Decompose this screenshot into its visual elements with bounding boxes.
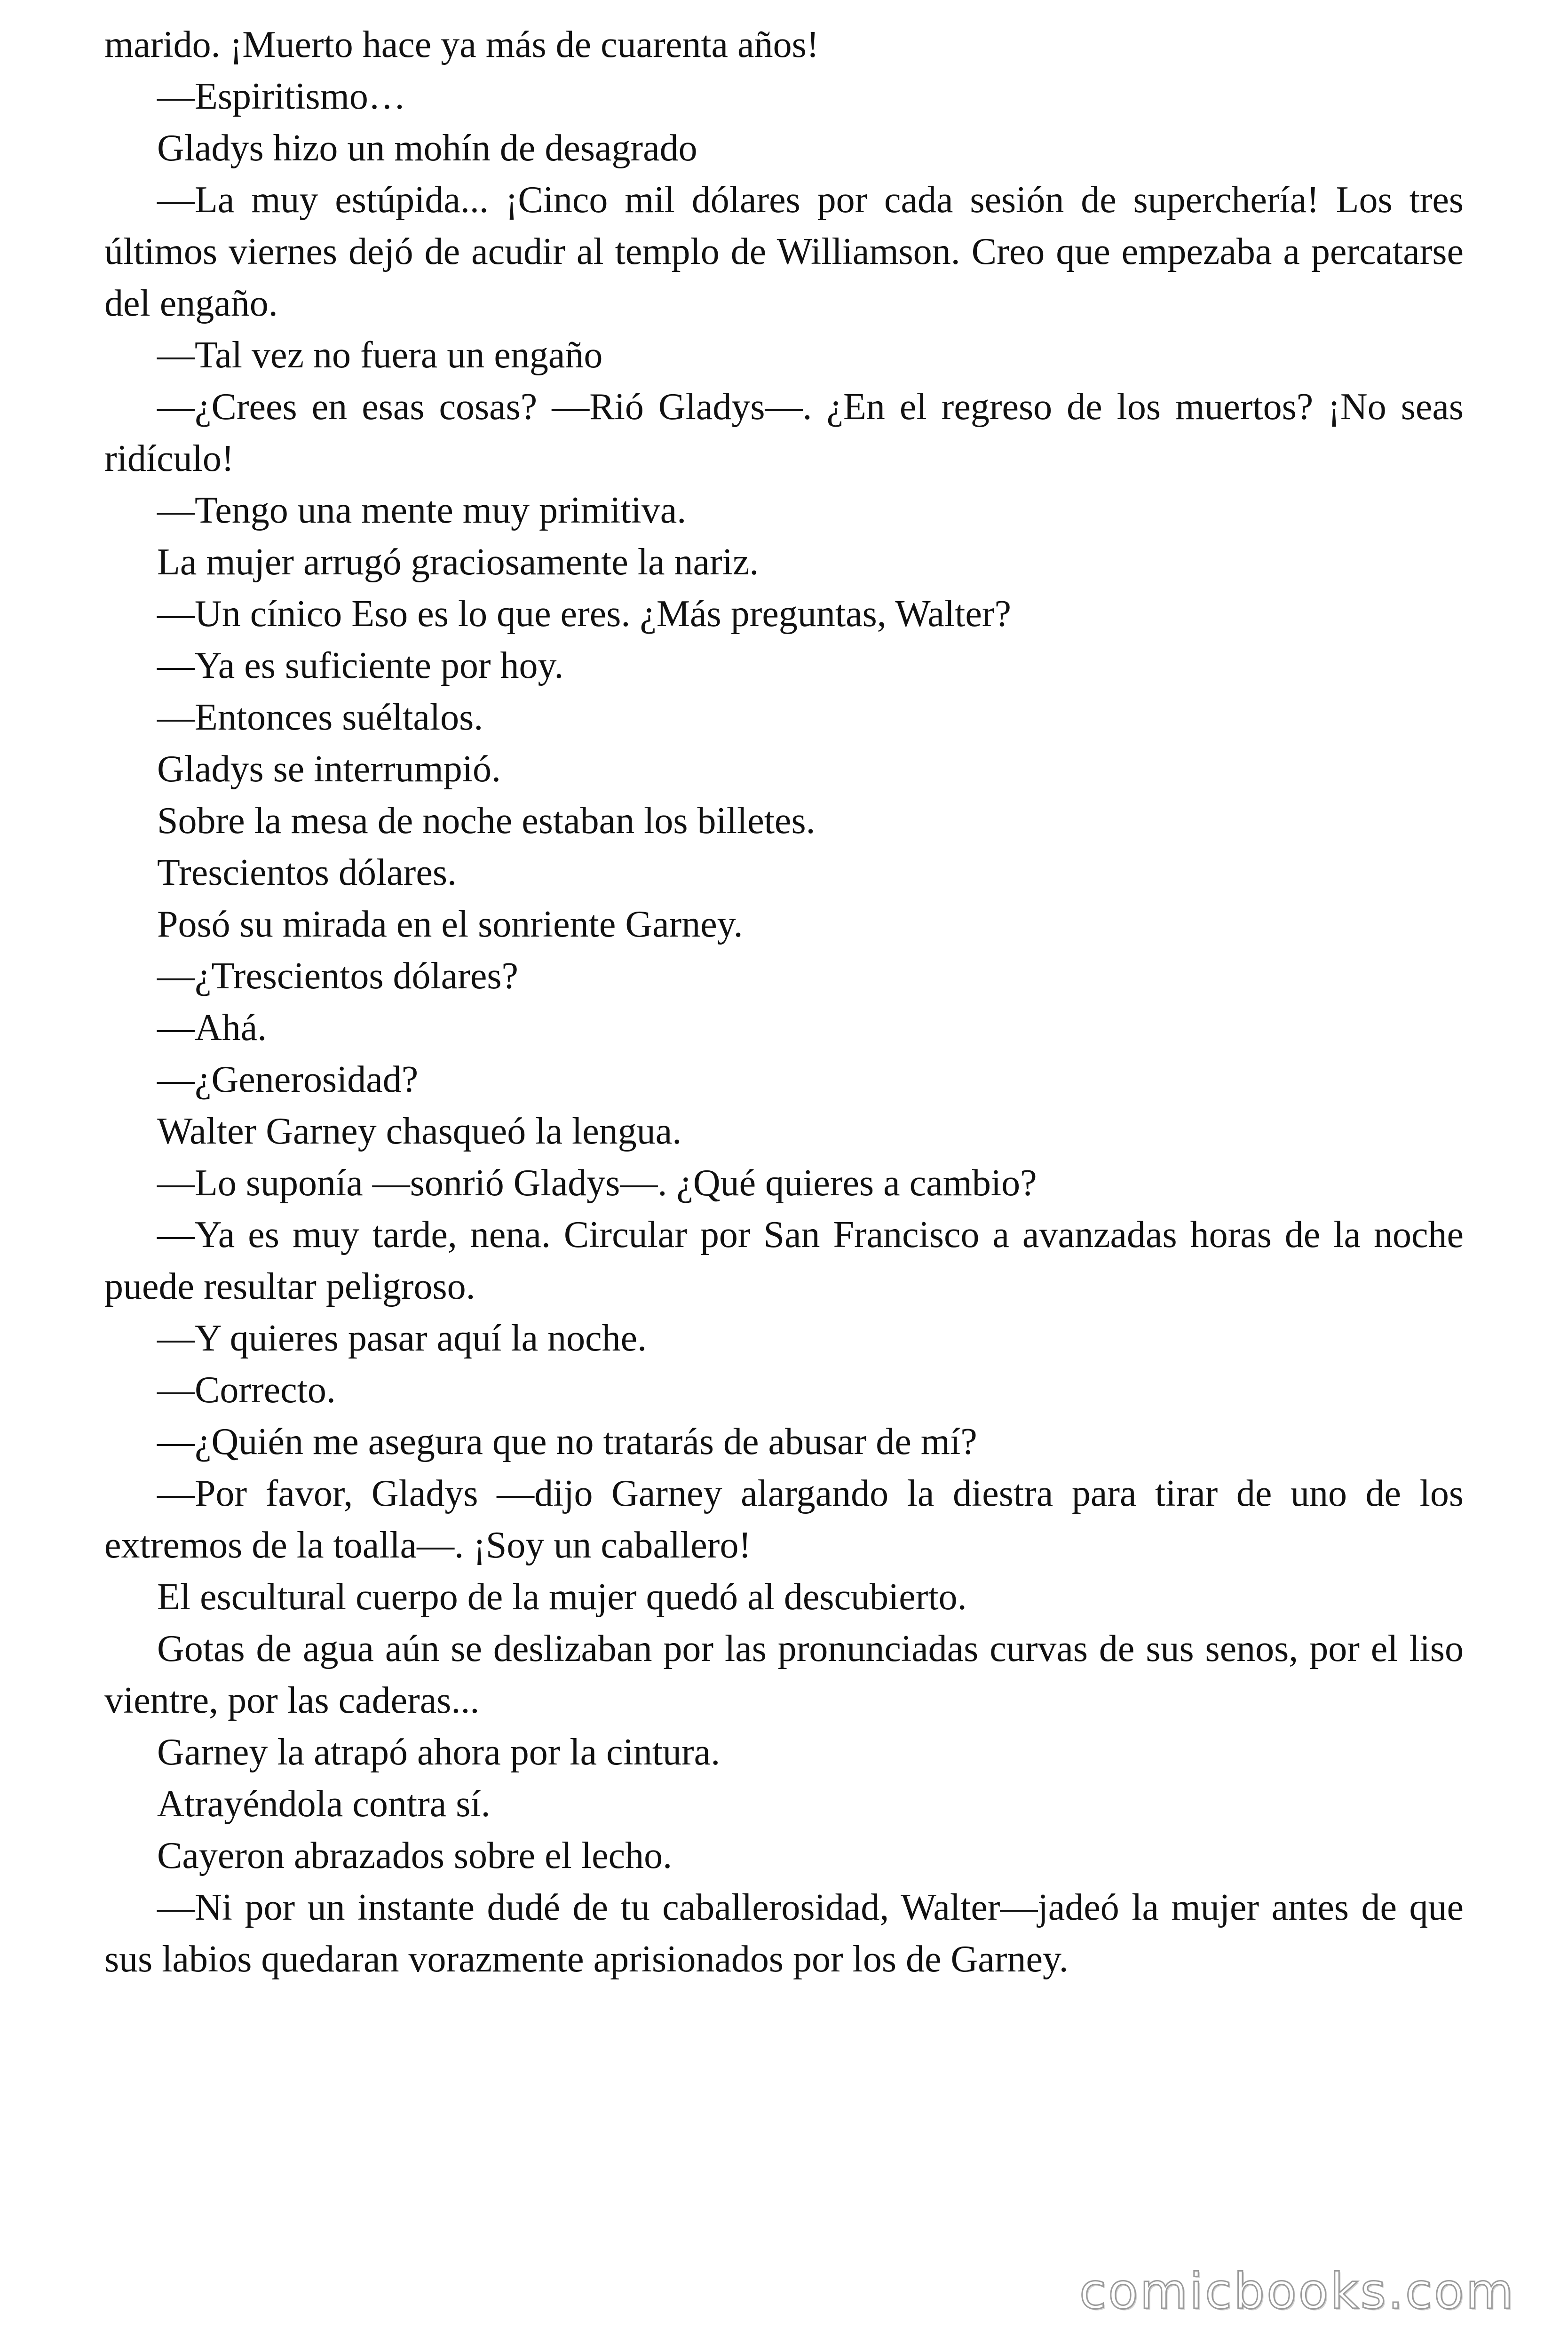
paragraph: —¿Crees en esas cosas? —Rió Gladys—. ¿En el regreso de los muertos? ¡No seas ridículo! (104, 386, 1464, 479)
paragraph: Walter Garney chasqueó la lengua. (157, 1111, 682, 1152)
paragraph: —¿Trescientos dólares? (157, 955, 518, 997)
paragraph: —Entonces suéltalos. (157, 697, 483, 738)
paragraph: —Un cínico Eso es lo que eres. ¿Más preguntas, Walter? (157, 593, 1011, 635)
book-page (104, 19, 1464, 1985)
paragraph: —Ya es muy tarde, nena. Circular por San Francisco a avanzadas horas de la noche puede resultar peligroso. (104, 1214, 1464, 1307)
paragraph: —Lo suponía —sonrió Gladys—. ¿Qué quieres a cambio? (157, 1162, 1037, 1204)
paragraph: marido. ¡Muerto hace ya más de cuarenta años! (104, 24, 819, 65)
paragraph: La mujer arrugó graciosamente la nariz. (157, 541, 759, 583)
paragraph: Posó su mirada en el sonriente Garney. (157, 904, 743, 945)
paragraph: —Por favor, Gladys —dijo Garney alargando la diestra para tirar de uno de los extremos de la toalla—. ¡Soy un caballero! (104, 1473, 1464, 1566)
body-text (104, 19, 1464, 1985)
paragraph: —Tengo una mente muy primitiva. (157, 490, 687, 531)
watermark-logo: comicbooks.com (1079, 2263, 1515, 2320)
paragraph: —Ya es suficiente por hoy. (157, 645, 564, 686)
paragraph: Gotas de agua aún se deslizaban por las pronunciadas curvas de sus senos, por el liso vientre, por las caderas... (104, 1628, 1464, 1721)
paragraph: —Ni por un instante dudé de tu caballerosidad, Walter—jadeó la mujer antes de que sus labios quedaran vorazmente aprisionados por los de Garney. (104, 1887, 1464, 1980)
paragraph: Gladys se interrumpió. (157, 748, 501, 790)
paragraph: Atrayéndola contra sí. (157, 1783, 491, 1825)
paragraph: —¿Generosidad? (157, 1059, 419, 1100)
paragraph: —¿Quién me asegura que no tratarás de abusar de mí? (157, 1421, 977, 1462)
paragraph: Sobre la mesa de noche estaban los billetes. (157, 800, 816, 842)
paragraph: —Y quieres pasar aquí la noche. (157, 1318, 647, 1359)
paragraph: —La muy estúpida... ¡Cinco mil dólares por cada sesión de superchería! Los tres últimos viernes dejó de acudir al templo de Williamson. Creo que empezaba a percatarse del engaño. (104, 179, 1464, 324)
paragraph: —Ahá. (157, 1007, 267, 1049)
paragraph: Gladys hizo un mohín de desagrado (157, 127, 697, 169)
paragraph: Trescientos dólares. (157, 852, 457, 893)
paragraph: Cayeron abrazados sobre el lecho. (157, 1835, 673, 1876)
paragraph: El escultural cuerpo de la mujer quedó al descubierto. (157, 1576, 967, 1618)
paragraph: —Correcto. (157, 1369, 336, 1411)
paragraph: —Espiritismo… (157, 76, 406, 117)
paragraph: Garney la atrapó ahora por la cintura. (157, 1732, 721, 1773)
paragraph: —Tal vez no fuera un engaño (157, 334, 603, 376)
